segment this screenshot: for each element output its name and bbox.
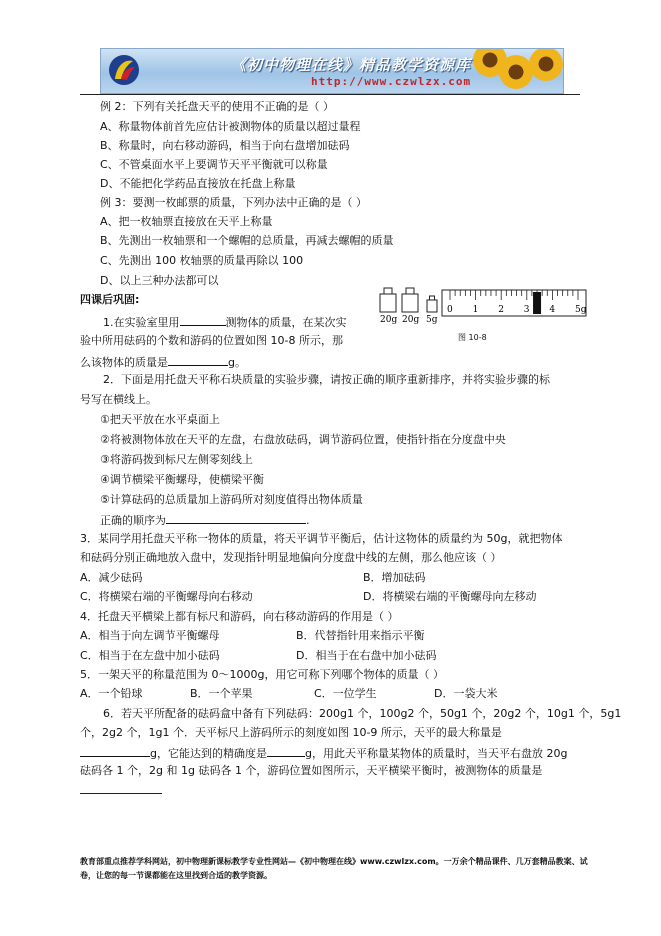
question-6-line-1: 6．若天平所配备的砝码盒中备有下列砝码：200g1 个，100g2 个，50g1 个，20g2 个，10g1 个，5g1: [103, 707, 622, 720]
question-2-step-2: ②将被测物体放在天平的左盘，右盘放砝码，调节游码位置，使指针指在分度盘中央: [100, 433, 506, 446]
answer-blank: [80, 745, 150, 757]
answer-blank: [80, 793, 162, 794]
question-5-option-a: A．一个铅球: [80, 687, 143, 700]
rider-slider: [533, 292, 541, 314]
question-2-step-4: ④调节横梁平衡螺母，使横梁平衡: [100, 473, 264, 486]
question-1-line-3: [80, 354, 246, 370]
q1-text-d: g。: [228, 356, 246, 369]
q1-text-c: 么该物体的质量是: [80, 356, 168, 369]
example-2-option-d: D、不能把化学药品直接放在托盘上称量: [100, 177, 296, 190]
question-2-line-1: 2．下面是用托盘天平称石块质量的实验步骤，请按正确的顺序重新排序，并将实验步骤的标: [103, 373, 550, 386]
question-2-step-1: ①把天平放在水平桌面上: [100, 413, 220, 426]
question-3-option-b: B．增加砝码: [363, 571, 426, 584]
question-4-option-b: B．代替指针用来指示平衡: [296, 629, 425, 642]
weight-5g-icon: [427, 296, 437, 312]
example-2-option-b: B、称量时，向右移动游码，相当于向右盘增加砝码: [100, 139, 350, 152]
question-3-line-2: 和砝码分别正确地放入盘中，发现指针明显地偏向分度盘中线的左侧，那么他应该（ ）: [80, 551, 502, 564]
header-rule: [80, 94, 580, 95]
scale-label: 3: [523, 305, 530, 315]
q2-answer-end: .: [306, 514, 310, 527]
answer-blank: [267, 745, 305, 757]
question-4-option-c: C．相当于在左盘中加小砝码: [80, 649, 220, 662]
site-logo-icon: [107, 53, 141, 87]
weight-label: 20g: [402, 315, 420, 325]
example-3-option-a: A、把一枚轴票直接放在天平上称量: [100, 215, 273, 228]
weight-20g-icon: [380, 288, 396, 312]
example-3-question: 例 3：要测一枚邮票的质量，下列办法中正确的是（ ）: [100, 196, 367, 209]
question-5-option-c: C．一位学生: [314, 687, 377, 700]
question-3-option-c: C．将横梁右端的平衡螺母向右移动: [80, 590, 253, 603]
weight-20g-icon: [402, 288, 418, 312]
question-2-step-5: ⑤计算砝码的总质量加上游码所对刻度值得出物体质量: [100, 493, 363, 506]
question-4-option-a: A．相当于向左调节平衡螺母: [80, 629, 220, 642]
question-5-option-d: D．一袋大米: [434, 687, 498, 700]
example-2-question: 例 2：下列有关托盘天平的使用不正确的是（ ）: [100, 100, 334, 113]
question-6-line-2: 个，2g2 个，1g1 个．天平标尺上游码所示的刻度如图 10-9 所示，天平的最大称量是: [80, 726, 502, 739]
scale-label: 5g: [575, 305, 587, 315]
scale-ruler: [442, 290, 586, 316]
answer-blank: [180, 314, 226, 326]
question-6-line-4: 砝码各 1 个，2g 和 1g 砝码各 1 个，游码位置如图所示，天平横梁平衡时，被测物体的质量是: [80, 764, 543, 777]
page-footer: 教育部重点推荐学科网站，初中物理新课标教学专业性网站—《初中物理在线》www.czwlzx.com。一万余个精品课件、几万套精品教案、试卷，让您的每一节课都能在这里找到合适的教学资源。: [80, 857, 588, 880]
section-heading: 四课后巩固:: [80, 293, 140, 306]
question-3-option-a: A．减少砝码: [80, 571, 143, 584]
banner-url[interactable]: http://www.czwlzx.com: [311, 75, 472, 88]
question-4-option-d: D．相当于在右盘中加小砝码: [296, 649, 437, 662]
question-4: 4．托盘天平横梁上都有标尺和游码，向右移动游码的作用是（ ）: [80, 610, 399, 623]
scale-label: 0: [447, 305, 453, 315]
banner-title: 《初中物理在线》精品教学资源库: [231, 56, 472, 74]
weight-label: 20g: [380, 315, 398, 325]
question-2-line-2: 号写在横线上。: [80, 393, 157, 406]
figure-caption: 图 10-8: [458, 333, 487, 342]
scale-label: 2: [498, 305, 504, 315]
scale-label: 1: [472, 305, 479, 315]
header-banner: [100, 48, 564, 94]
example-2-option-a: A、称量物体前首先应估计被测物体的质量以超过量程: [100, 120, 361, 133]
scale-label: 4: [549, 305, 556, 315]
question-5: 5．一架天平的称量范围为 0～1000g，用它可称下列哪个物体的质量（ ）: [80, 668, 444, 681]
example-3-option-b: B、先测出一枚轴票和一个螺帽的总质量，再减去螺帽的质量: [100, 234, 394, 247]
q1-text-b: 测物体的质量，在某次实: [225, 316, 347, 329]
question-3-option-d: D．将横梁右端的平衡螺母向左移动: [363, 590, 537, 603]
question-1-line-1: [103, 314, 347, 330]
q1-text-a: 1.在实验室里用: [103, 316, 180, 329]
question-1-line-2: 验中所用砝码的个数和游码的位置如图 10-8 所示，那: [80, 334, 343, 347]
q2-answer-label: 正确的顺序为: [100, 514, 166, 527]
question-2-step-3: ③将游码拨到标尺左侧零刻线上: [100, 453, 253, 466]
example-3-option-c: C、先测出 100 枚轴票的质量再除以 100: [100, 254, 304, 267]
question-2-answer: [100, 512, 310, 528]
question-5-option-b: B．一个苹果: [190, 687, 253, 700]
sunflower-icon: [499, 55, 533, 89]
q6-text-a: g，它能达到的精确度是: [150, 747, 267, 760]
answer-blank: [166, 512, 306, 524]
q6-text-b: g，用此天平称量某物体的质量时，当天平右盘放 20g: [304, 747, 568, 760]
question-3-line-1: 3．某同学用托盘天平称一物体的质量，将天平调节平衡后，估计这物体的质量约为 50g，就把物体: [80, 532, 563, 545]
weight-label: 5g: [426, 315, 438, 325]
sunflower-icon: [529, 48, 563, 81]
example-3-option-d: D、以上三种办法都可以: [100, 274, 219, 287]
question-6-line-3: [80, 745, 567, 761]
example-2-option-c: C、不管桌面水平上要调节天平平衡就可以称量: [100, 158, 328, 171]
answer-blank: [168, 354, 228, 366]
